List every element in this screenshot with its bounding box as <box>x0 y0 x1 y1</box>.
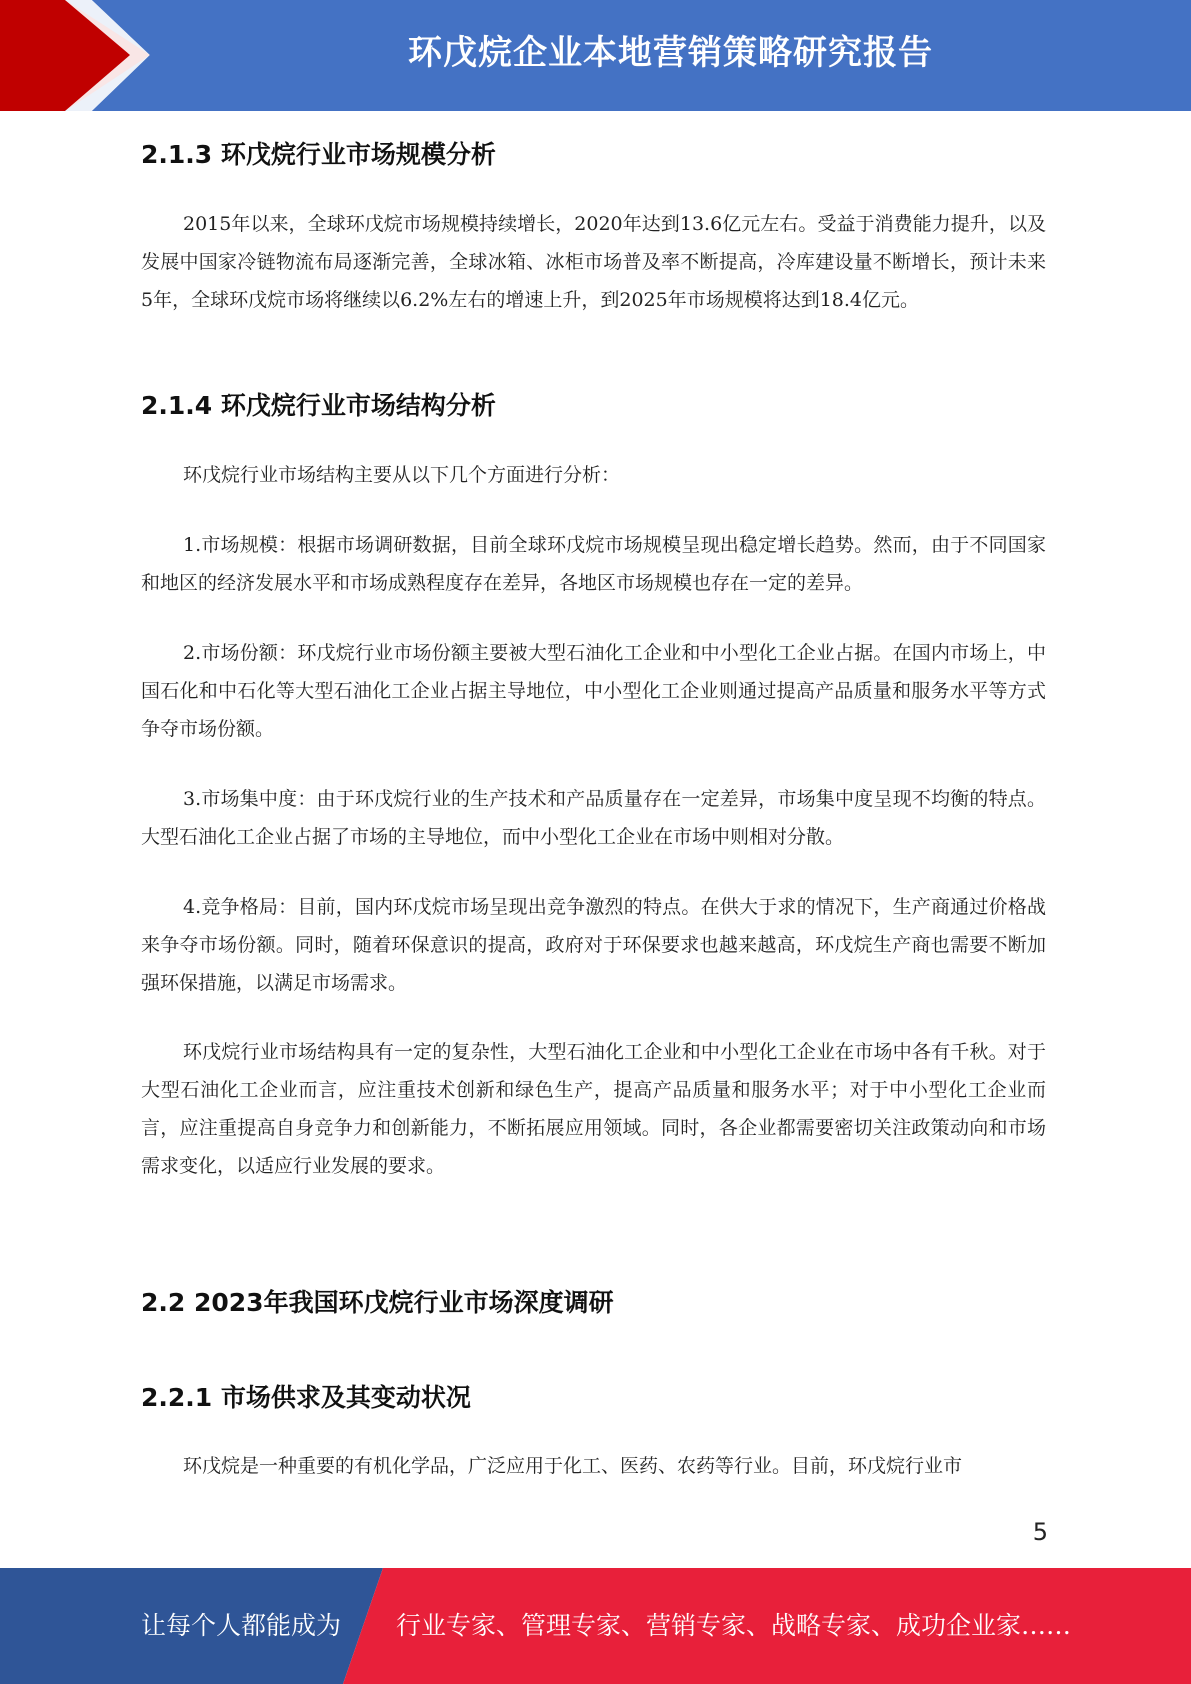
paragraph-supply-demand: 环戊烷是一种重要的有机化学品，广泛应用于化工、医药、农药等行业。目前，环戊烷行业市 <box>183 1455 963 1477</box>
paragraph-structure-summary: 环戊烷行业市场结构具有一定的复杂性，大型石油化工企业和中小型化工企业在市场中各有千秋。对于大型石油化工企业而言，应注重技术创新和绿色生产，提高产品质量和服务水平；对于中小型化工企业而言，应注重提高自身竞争力和创新能力，不断拓展应用领域。同时，各企业都需要密切关注政策动向和市场需求变化，以适应行业发展的要求。 <box>141 1041 1046 1177</box>
paragraph-structure-intro: 环戊烷行业市场结构主要从以下几个方面进行分析： <box>183 464 621 486</box>
section-heading-2-1-3: 2.1.3 环戊烷行业市场规模分析 <box>141 140 496 169</box>
paragraph-structure-point-2: 2.市场份额：环戊烷行业市场份额主要被大型石油化工企业和中小型化工企业占据。在国内市场上，中国石化和中石化等大型石油化工企业占据主导地位，中小型化工企业则通过提高产品质量和服务水平等方式争夺市场份额。 <box>141 642 1046 740</box>
page-number: 5 <box>1032 1518 1048 1546</box>
section-heading-2-1-4: 2.1.4 环戊烷行业市场结构分析 <box>141 391 496 420</box>
header-banner <box>0 0 1191 111</box>
paragraph-structure-point-3: 3.市场集中度：由于环戊烷行业的生产技术和产品质量存在一定差异，市场集中度呈现不均衡的特点。大型石油化工企业占据了市场的主导地位，而中小型化工企业在市场中则相对分散。 <box>141 788 1046 848</box>
report-title: 环戊烷企业本地营销策略研究报告 <box>408 33 933 73</box>
section-heading-2-2: 2.2 2023年我国环戊烷行业市场深度调研 <box>141 1288 614 1317</box>
paragraph-structure-point-1: 1.市场规模：根据市场调研数据，目前全球环戊烷市场规模呈现出稳定增长趋势。然而，由于不同国家和地区的经济发展水平和市场成熟程度存在差异，各地区市场规模也存在一定的差异。 <box>141 534 1046 594</box>
paragraph-structure-point-4: 4.竞争格局：目前，国内环戊烷市场呈现出竞争激烈的特点。在供大于求的情况下，生产商通过价格战来争夺市场份额。同时，随着环保意识的提高，政府对于环保要求也越来越高，环戊烷生产商也需要不断加强环保措施，以满足市场需求。 <box>141 896 1046 994</box>
footer-slogan-right: 行业专家、管理专家、营销专家、战略专家、成功企业家…… <box>396 1611 1072 1640</box>
footer-banner <box>0 1568 1191 1684</box>
paragraph-market-size: 2015年以来，全球环戊烷市场规模持续增长，2020年达到13.6亿元左右。受益于消费能力提升，以及发展中国家冷链物流布局逐渐完善，全球冰箱、冰柜市场普及率不断提高，冷库建设量不断增长，预计未来5年，全球环戊烷市场将继续以6.2%左右的增速上升，到2025年市场规模将达到18.4亿元。 <box>141 213 1046 311</box>
section-heading-2-2-1: 2.2.1 市场供求及其变动状况 <box>141 1383 471 1412</box>
footer-slogan-left: 让每个人都能成为 <box>141 1611 342 1640</box>
